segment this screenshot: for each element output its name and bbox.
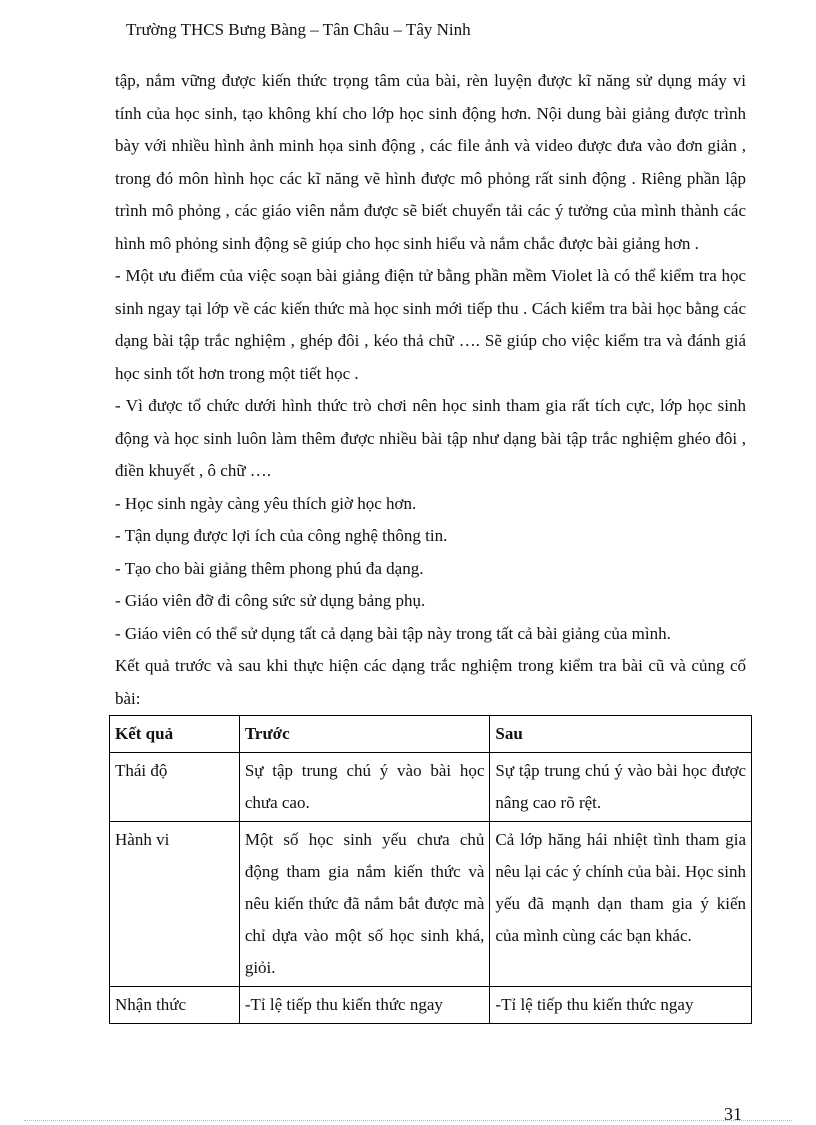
bullet-diverse-lesson: - Tạo cho bài giảng thêm phong phú đa dạng.	[115, 558, 424, 578]
header-result: Kết quả	[110, 716, 240, 753]
cell-after: -Tỉ lệ tiếp thu kiến thức ngay	[490, 987, 752, 1024]
table-header-row	[110, 716, 752, 753]
paragraph-violet-advantage: - Một ưu điểm của việc soạn bài giảng điện tử bằng phần mềm Violet là có thể kiểm tra học sinh ngay tại lớp về các kiến thức mà học sinh mới tiếp thu . Cách kiểm tra bài học bằng các dạng bài tập trắc nghiệm , ghép đôi , kéo thả chữ …. Sẽ giúp cho việc kiểm tra và đánh giá học sinh tốt hơn trong một tiết học .	[115, 266, 746, 383]
document-body	[115, 65, 746, 1024]
cell-after: Cả lớp hăng hái nhiệt tình tham gia nêu lại các ý chính của bài. Học sinh yếu đã mạnh dạn tham gia ý kiến của mình cùng các bạn khác.	[490, 822, 752, 987]
page-header: Trường THCS Bưng Bàng – Tân Châu – Tây Ninh	[126, 20, 471, 39]
paragraph-intro: tập, nắm vững được kiến thức trọng tâm của bài, rèn luyện được kĩ năng sử dụng máy vi tính của học sinh, tạo không khí cho lớp học sinh động hơn. Nội dung bài giảng được trình bày với nhiều hình ảnh minh họa sinh động , các file ảnh và video được đưa vào đơn giản , trong đó môn hình học các kĩ năng vẽ hình được mô phỏng rất sinh động . Riêng phần lập trình mô phỏng , các giáo viên nắm được sẽ biết chuyển tải các ý tưởng của mình thành các hình mô phỏng sinh động sẽ giúp cho học sinh hiểu và nắm chắc được bài giảng hơn .	[115, 71, 746, 253]
results-table	[109, 715, 752, 1024]
header-after: Sau	[490, 716, 752, 753]
bullet-use-all-types: - Giáo viên có thể sử dụng tất cả dạng bài tập này trong tất cả bài giảng của mình.	[115, 623, 671, 643]
cell-before: Sự tập trung chú ý vào bài học chưa cao.	[239, 753, 490, 822]
bullet-use-it: - Tận dụng được lợi ích của công nghệ thông tin.	[115, 526, 448, 545]
footer-divider	[24, 1120, 792, 1121]
cell-label: Nhận thức	[110, 987, 240, 1024]
cell-label: Thái độ	[110, 753, 240, 822]
table-row	[110, 753, 752, 822]
header-before: Trước	[239, 716, 490, 753]
page-number: 31	[724, 1104, 742, 1124]
paragraph-game-format: - Vì được tổ chức dưới hình thức trò chơi nên học sinh tham gia rất tích cực, lớp học sinh động và học sinh luôn làm thêm được nhiều bài tập như dạng bài tập trắc nghiệm ghéo đôi , điền khuyết , ô chữ ….	[115, 396, 746, 480]
table-row	[110, 987, 752, 1024]
results-table-wrapper	[115, 715, 746, 1024]
paragraph-results-intro: Kết quả trước và sau khi thực hiện các dạng trắc nghiệm trong kiểm tra bài cũ và củng cố bài:	[115, 656, 746, 708]
cell-after: Sự tập trung chú ý vào bài học được nâng cao rõ rệt.	[490, 753, 752, 822]
table-row	[110, 822, 752, 987]
cell-before: Một số học sinh yếu chưa chủ động tham gia nắm kiến thức và nêu kiến thức đã nắm bắt được mà chỉ dựa vào một số học sinh khá, giỏi.	[239, 822, 490, 987]
bullet-less-effort: - Giáo viên đỡ đi công sức sử dụng bảng phụ.	[115, 591, 426, 610]
cell-label: Hành vi	[110, 822, 240, 987]
cell-before: -Tỉ lệ tiếp thu kiến thức ngay	[239, 987, 490, 1024]
bullet-students-like: - Học sinh ngày càng yêu thích giờ học hơn.	[115, 493, 417, 513]
